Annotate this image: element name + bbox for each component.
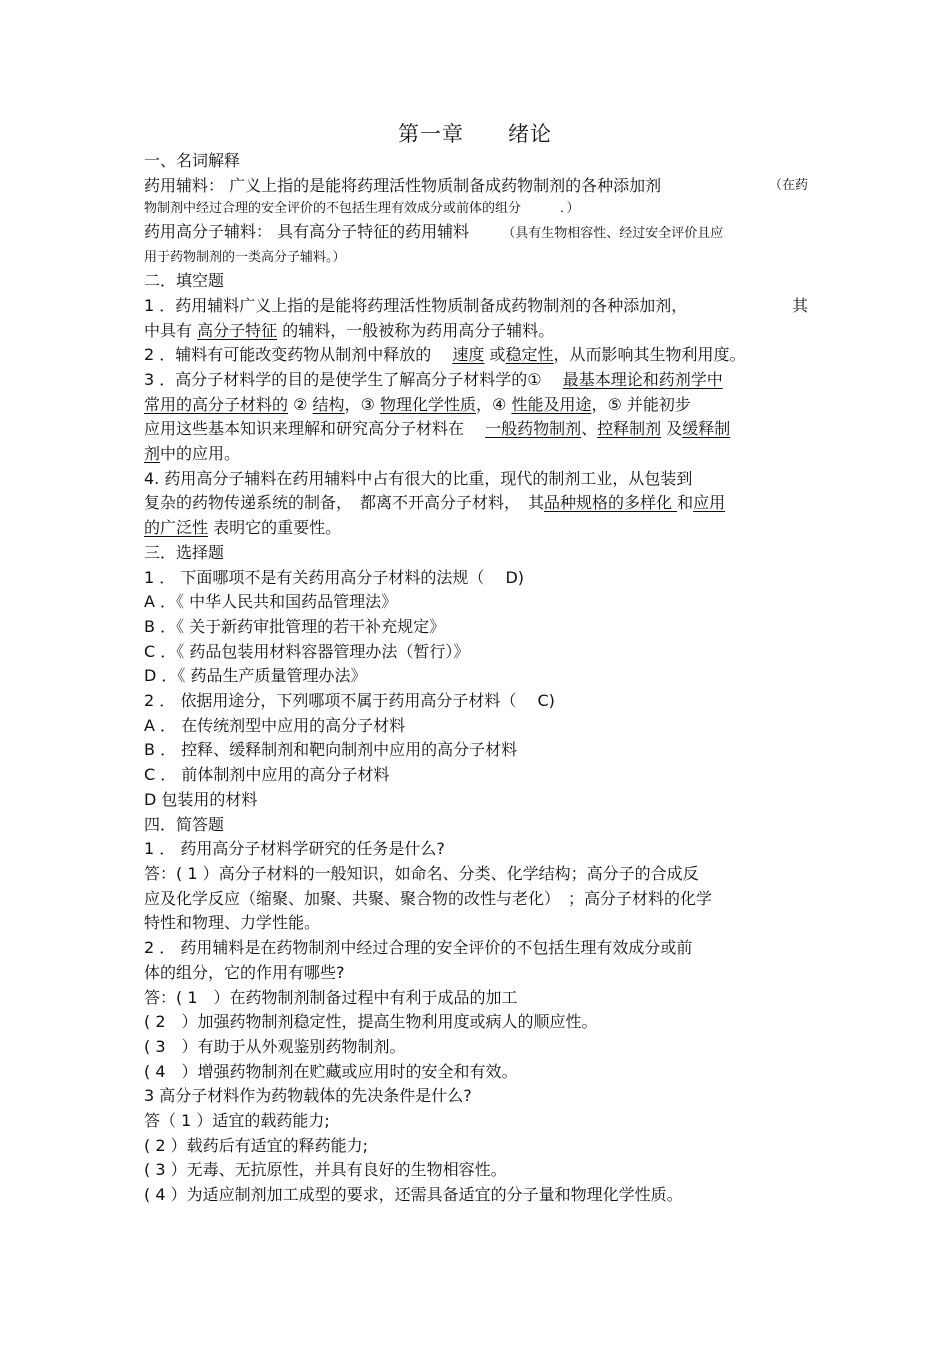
answer-blank: 高分子特征 <box>197 320 278 340</box>
short-question: 1 ． 药用高分子材料学研究的任务是什么? <box>144 839 445 859</box>
fill-question: 剂中的应用。 <box>144 444 241 464</box>
choice-question: 2 ． 依据用途分，下列哪项不属于药用高分子材料（ C) <box>144 691 555 711</box>
answer-line: 答：( 1 ）高分子材料的一般知识，如命名、分类、化学结构；高分子的合成反 <box>144 863 699 883</box>
section-heading-choice: 三．选择题 <box>144 542 225 562</box>
fill-question: 4. 药用高分子辅料在药用辅料中占有很大的比重，现代的制剂工业，从包装到 <box>144 468 693 488</box>
answer-blank: 控释制剂 <box>597 419 662 439</box>
fill-question: 应用这些基本知识来理解和研究高分子材料在 一般药物制剂、控释制剂 及缓释制 <box>144 419 731 439</box>
answer-line: ( 4 ）增强药物制剂在贮藏或应用时的安全和有效。 <box>144 1061 518 1081</box>
fill-question: 复杂的药物传递系统的制备， 都离不开高分子材料， 其品种规格的多样化 和应用 <box>144 493 726 513</box>
answer-line: ( 3 ）无毒、无抗原性，并具有良好的生物相容性。 <box>144 1160 507 1180</box>
answer-line: 特性和物理、力学性能。 <box>144 913 321 933</box>
choice-option: D 包装用的材料 <box>144 789 258 809</box>
term-note: 物制剂中经过合理的安全评价的不包括生理有效成分或前体的组分 ．） <box>144 201 580 217</box>
fill-question: 3 ．高分子材料学的目的是使学生了解高分子材料学的① 最基本理论和药剂学中 <box>144 369 723 389</box>
choice-option: A ． 在传统剂型中应用的高分子材料 <box>144 715 406 735</box>
answer-blank: 速度 <box>452 345 485 365</box>
fill-question: 1 ．药用辅料广义上指的是能将药理活性物质制备成药物制剂的各种添加剂， 其 <box>144 295 808 315</box>
choice-option: C ． 前体制剂中应用的高分子材料 <box>144 765 390 785</box>
answer-line: ( 2 ）加强药物制剂稳定性，提高生物利用度或病人的顺应性。 <box>144 1012 598 1032</box>
section-heading-short: 四．简答题 <box>144 814 225 834</box>
answer-line: ( 4 ）为适应制剂加工成型的要求，还需具备适宜的分子量和物理化学性质。 <box>144 1185 683 1205</box>
answer-blank: 常用的高分子材料的 <box>144 394 289 414</box>
answer-blank: 性能及用途 <box>511 394 592 414</box>
choice-option: A ．《 中华人民共和国药品管理法》 <box>144 592 398 612</box>
short-question: 2 ． 药用辅料是在药物制剂中经过合理的安全评价的不包括生理有效成分或前 <box>144 938 693 958</box>
section-heading-terms: 一、名词解释 <box>144 151 241 170</box>
choice-option: C ．《 药品包装用材料容器管理办法（暂行）》 <box>144 641 470 661</box>
chapter-title: 第一章 绪论 <box>398 122 552 146</box>
short-question: 3 高分子材料作为药物载体的先决条件是什么? <box>144 1086 472 1106</box>
answer-line: 答：( 1 ）在药物制剂制备过程中有利于成品的加工 <box>144 987 518 1007</box>
short-question: 体的组分，它的作用有哪些? <box>144 962 345 982</box>
choice-option: D ．《 药品生产质量管理办法》 <box>144 666 367 686</box>
answer-blank: 剂 <box>144 444 161 464</box>
answer-blank: 结构 <box>312 394 345 414</box>
fill-question: 常用的高分子材料的 ② 结构，③ 物理化学性质，④ 性能及用途，⑤ 并能初步 <box>144 394 691 414</box>
answer-blank: 最基本理论和药剂学中 <box>562 369 723 389</box>
choice-option: B ． 控释、缓释制剂和靶向制剂中应用的高分子材料 <box>144 740 518 760</box>
answer-blank: 的广泛性 <box>144 518 209 538</box>
section-heading-fill: 二．填空题 <box>144 271 225 291</box>
answer-blank: 应用 <box>693 493 726 513</box>
answer-line: 答（ 1 ）适宜的载药能力; <box>144 1111 330 1131</box>
answer-blank: 缓释制 <box>682 419 731 439</box>
answer-blank: 稳定性 <box>505 345 554 365</box>
term-note: 用于药物制剂的一类高分子辅料。） <box>144 250 346 266</box>
answer-line: ( 2 ）载药后有适宜的释药能力; <box>144 1135 368 1155</box>
fill-question: 中具有 高分子特征 的辅料，一般被称为药用高分子辅料。 <box>144 320 555 340</box>
term-line: 药用辅料： 广义上指的是能将药理活性物质制备成药物制剂的各种添加剂 （在药 <box>144 175 808 195</box>
document-body <box>144 149 808 1208</box>
choice-question: 1 ． 下面哪项不是有关药用高分子材料的法规（ D) <box>144 567 525 587</box>
answer-line: ( 3 ）有助于从外观鉴别药物制剂。 <box>144 1036 406 1056</box>
answer-line: 应及化学反应（缩聚、加聚、共聚、聚合物的改性与老化） ；高分子材料的化学 <box>144 888 713 908</box>
answer-blank: 一般药物制剂 <box>485 419 582 439</box>
fill-question: 的广泛性 表明它的重要性。 <box>144 518 342 538</box>
answer-blank: 物理化学性质 <box>379 394 476 414</box>
choice-option: B ．《 关于新药审批管理的若干补充规定》 <box>144 616 446 636</box>
term-line: 药用高分子辅料： 具有高分子特征的药用辅料 （具有生物相容性、经过安全评价且应 <box>144 222 724 242</box>
fill-question: 2 ．辅料有可能改变药物从制剂中释放的 速度 或稳定性，从而影响其生物利用度。 <box>144 345 746 365</box>
answer-blank: 品种规格的多样化 <box>544 493 678 513</box>
